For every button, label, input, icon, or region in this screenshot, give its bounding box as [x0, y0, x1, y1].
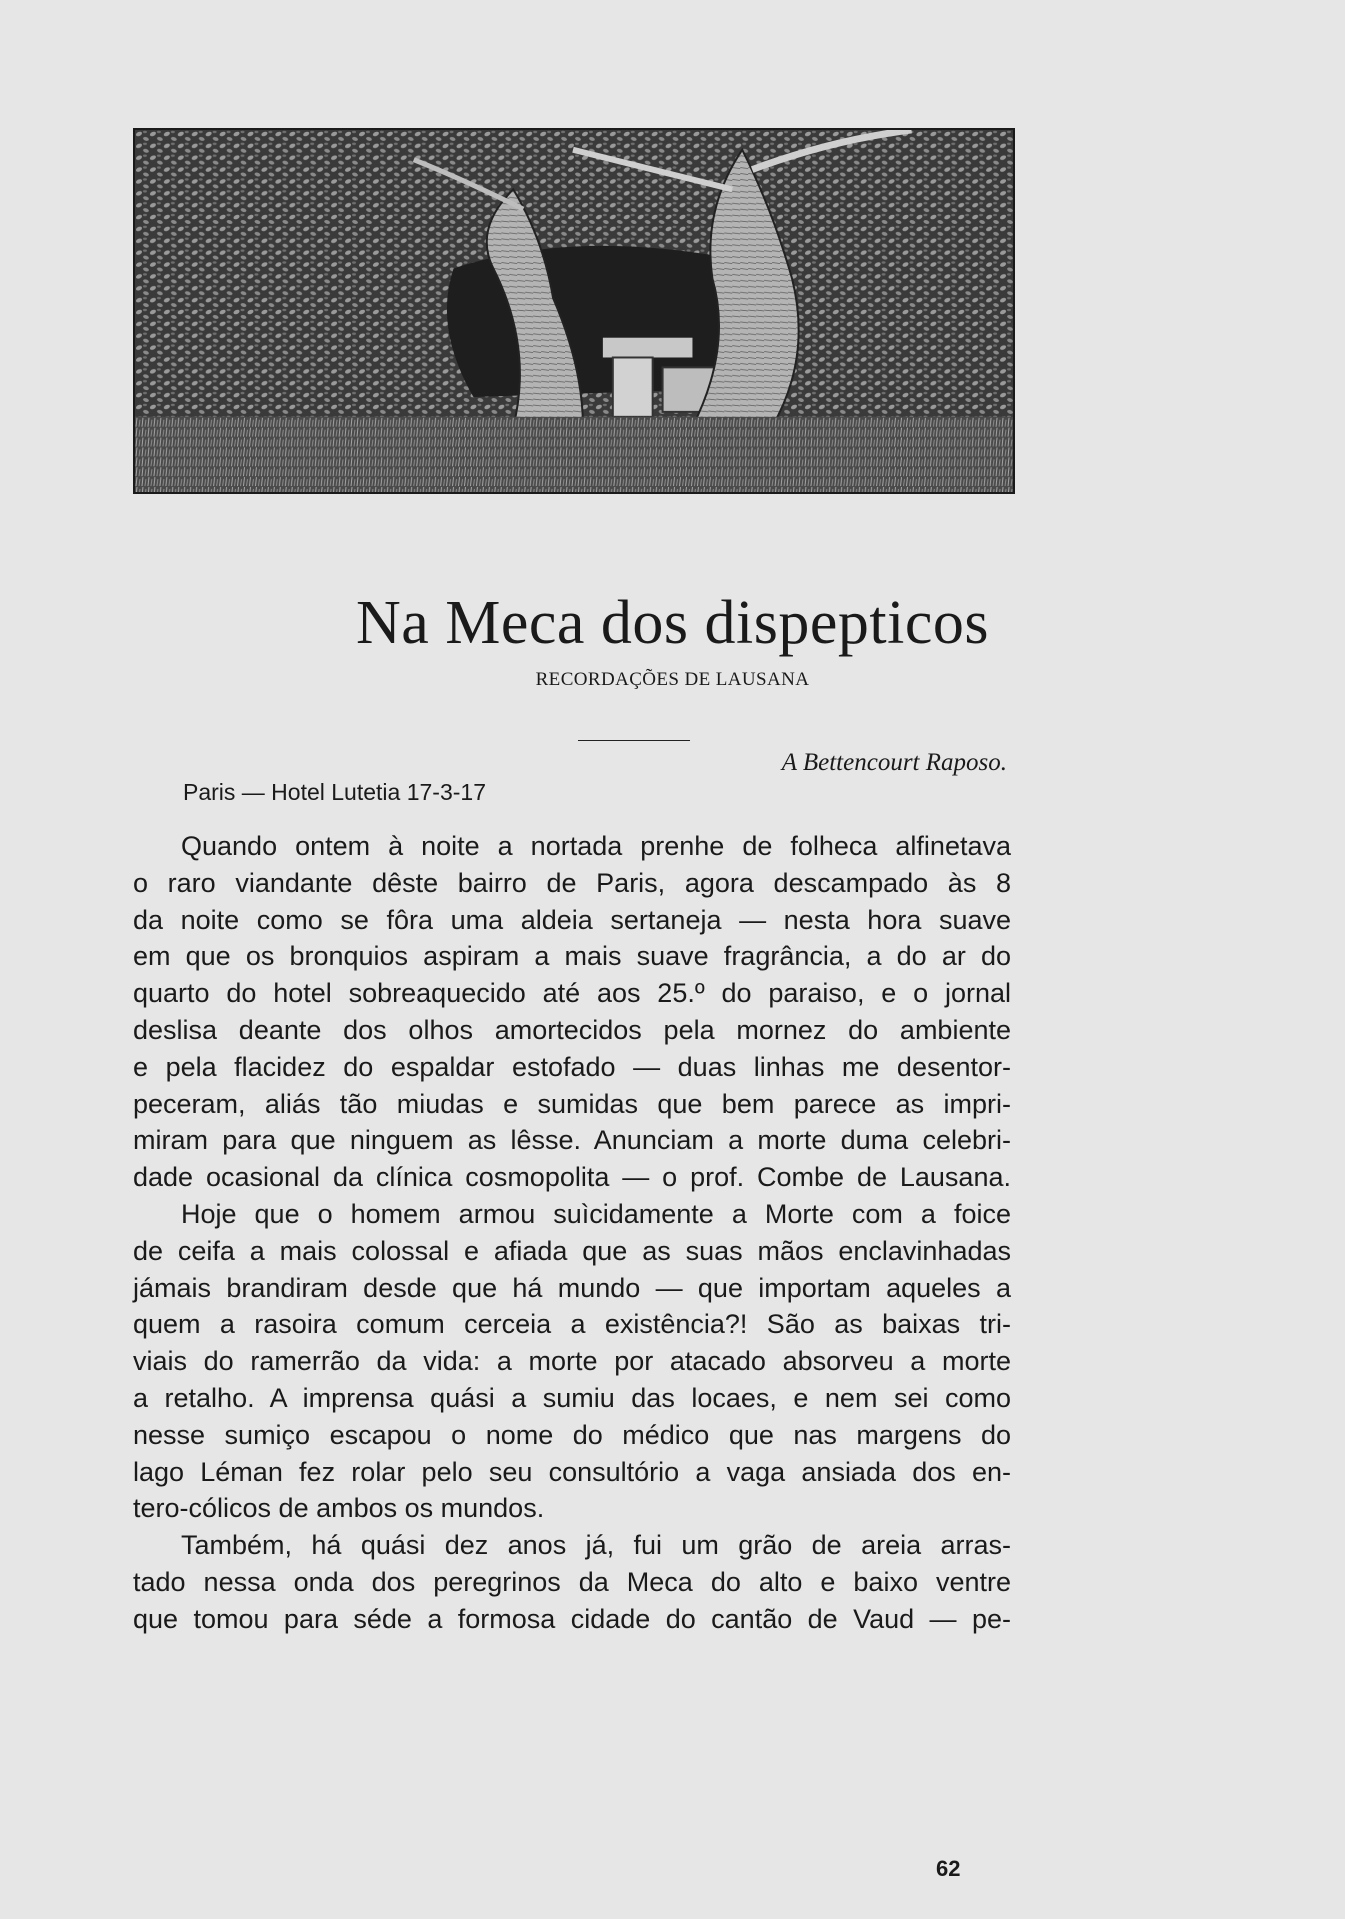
body-line: que tomou para séde a formosa cidade do cantão de Vaud — pe- [133, 1603, 1011, 1634]
body-line: lago Léman fez rolar pelo seu consultório a vaga ansiada dos en- [133, 1456, 1011, 1487]
body-line: Hoje que o homem armou suìcidamente a Morte com a foice [181, 1198, 1011, 1229]
body-line: jámais brandiram desde que há mundo — que importam aqueles a [133, 1272, 1011, 1303]
body-line: dade ocasional da clínica cosmopolita — o prof. Combe de Lausana. [133, 1162, 1011, 1193]
body-line: da noite como se fôra uma aldeia sertaneja — nesta hora suave [133, 904, 1011, 935]
dedication: A Bettencourt Raposo. [781, 749, 1007, 776]
body-line: e pela flacidez do espaldar estofado — duas linhas me desentor- [133, 1051, 1011, 1082]
woodland-engraving-icon [135, 130, 1013, 492]
body-line: a retalho. A imprensa quási a sumiu das locaes, e nem sei como [133, 1382, 1011, 1413]
body-line: Também, há quási dez anos já, fui um grão de areia arras- [181, 1530, 1011, 1561]
body-line: miram para que ninguem as lêsse. Anunciam a morte duma celebri- [133, 1125, 1011, 1156]
body-line: tero-cólicos de ambos os mundos. [133, 1493, 545, 1524]
body-line: de ceifa a mais colossal e afiada que as suas mãos enclavinhadas [133, 1235, 1011, 1266]
dateline: Paris — Hotel Lutetia 17-3-17 [183, 779, 486, 805]
woodland-engraving [133, 128, 1015, 494]
article-body [133, 828, 1011, 1638]
article-title: Na Meca dos dispepticos [355, 589, 990, 657]
body-line: nesse sumiço escapou o nome do médico que nas margens do [133, 1419, 1011, 1450]
page-number: 62 [936, 1856, 961, 1881]
body-line: quem a rasoira comum cerceia a existência?! São as baixas tri- [133, 1309, 1011, 1340]
body-line: peceram, aliás tão miudas e sumidas que bem parece as impri- [133, 1088, 1011, 1119]
body-line: quarto do hotel sobreaquecido até aos 25.º do paraiso, e o jornal [133, 978, 1011, 1009]
body-line: em que os bronquios aspiram a mais suave fragrância, a do ar do [133, 941, 1011, 972]
divider [578, 740, 690, 741]
body-line: viais do ramerrão da vida: a morte por atacado absorveu a morte [133, 1346, 1011, 1377]
body-line: deslisa deante dos olhos amortecidos pela mornez do ambiente [133, 1014, 1011, 1045]
article-subtitle: RECORDAÇÕES DE LAUSANA [535, 669, 810, 690]
body-line: tado nessa onda dos peregrinos da Meca do alto e baixo ventre [133, 1566, 1011, 1597]
body-line: o raro viandante dêste bairro de Paris, agora descampado às 8 [133, 867, 1011, 898]
body-line: Quando ontem à noite a nortada prenhe de folheca alfinetava [181, 831, 1011, 861]
